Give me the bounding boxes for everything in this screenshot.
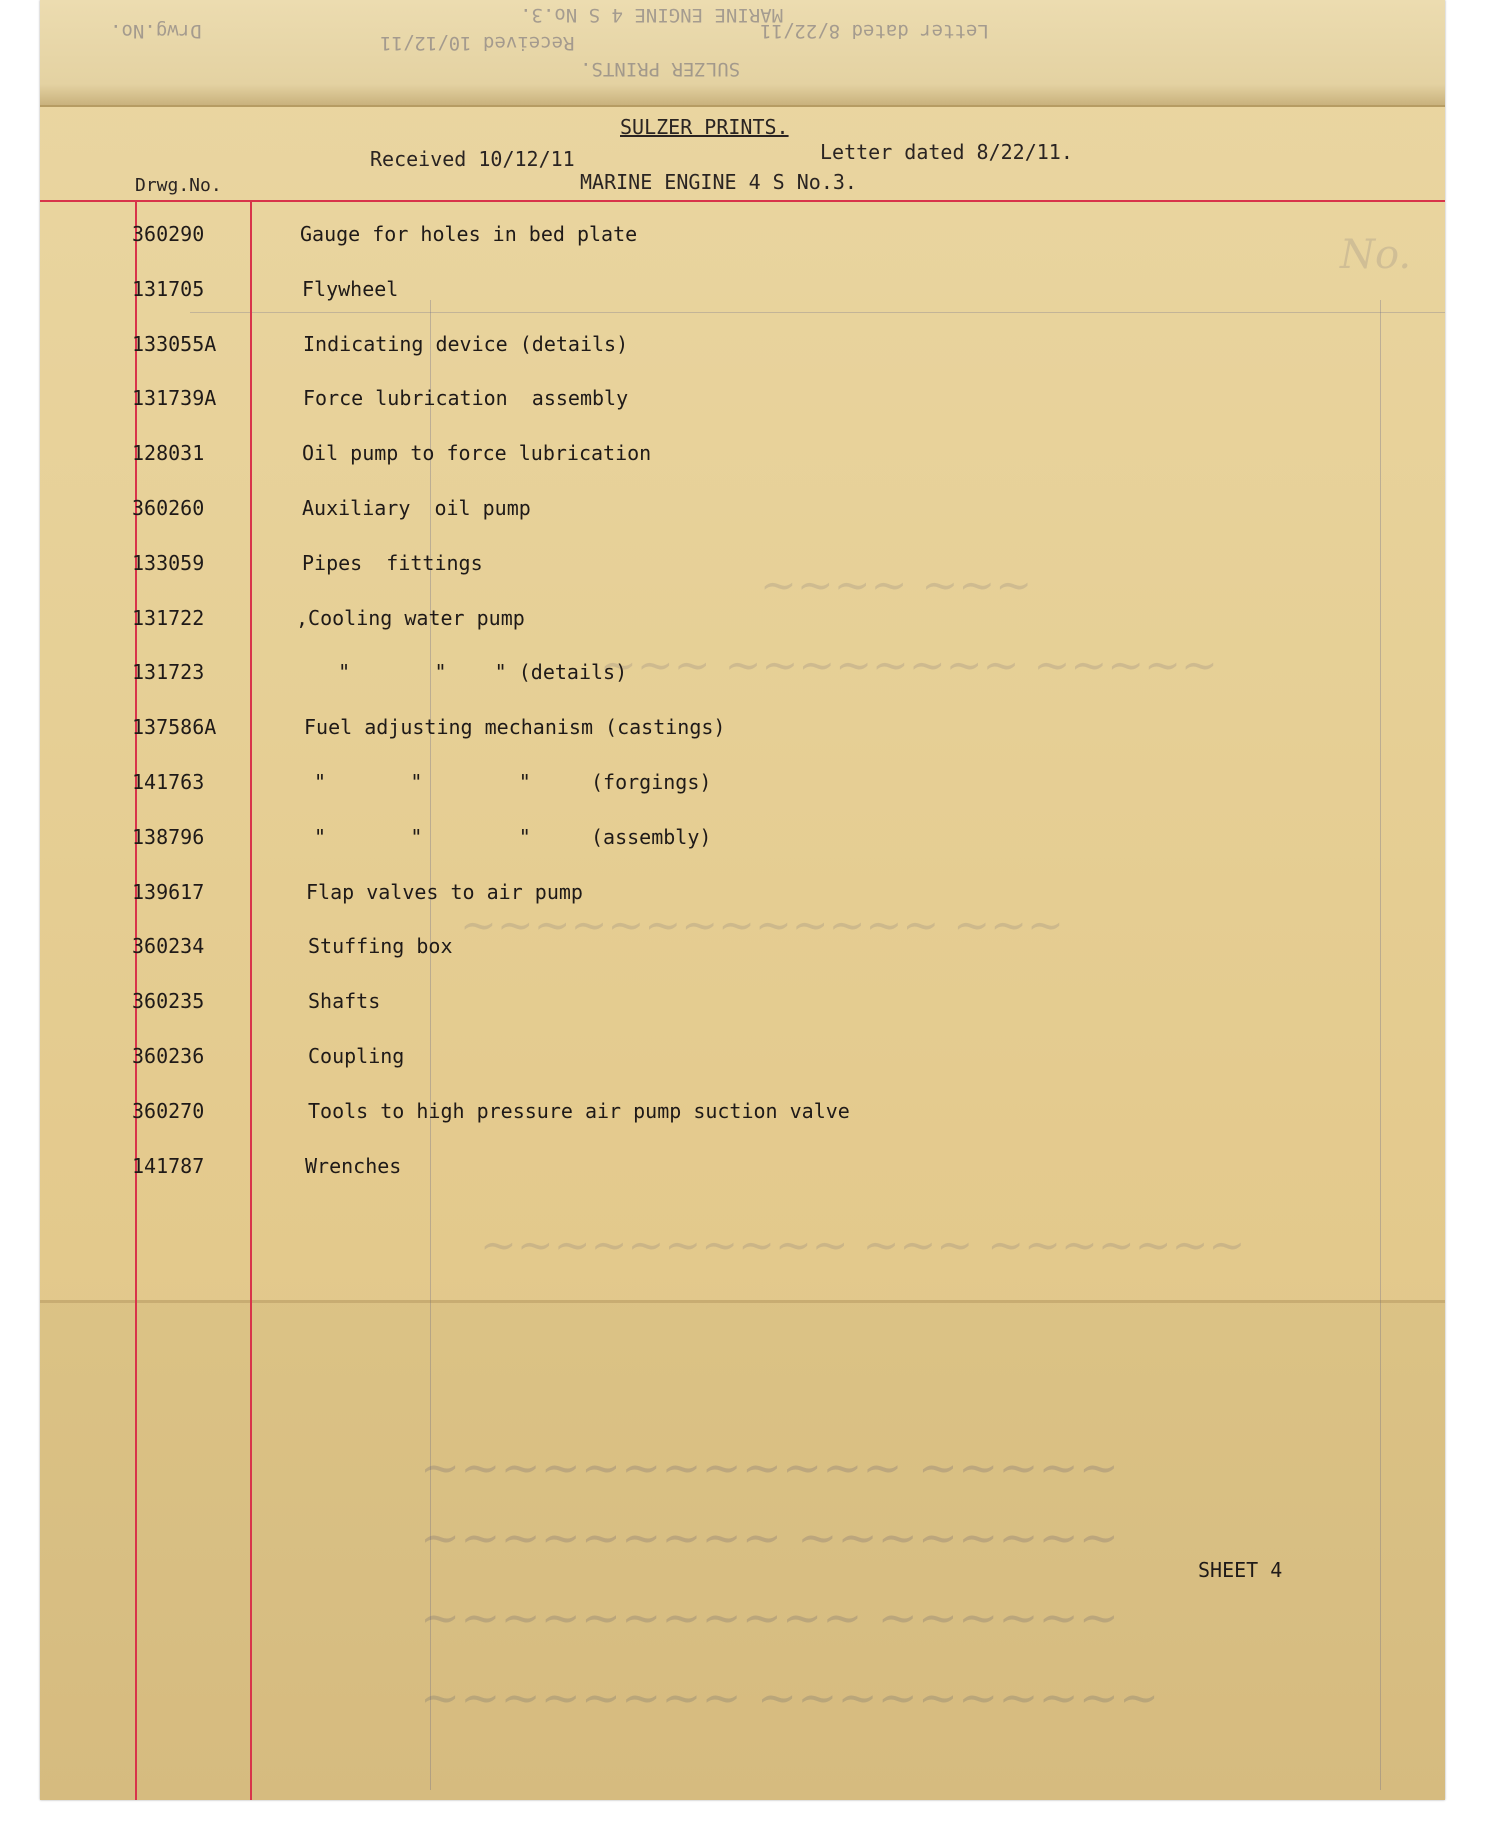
drawing-description: ,Cooling water pump <box>296 605 525 630</box>
drawing-number: 131723 <box>132 660 205 685</box>
drawing-description: Indicating device (details) <box>303 331 629 356</box>
drawing-number: 360234 <box>132 934 205 959</box>
ghost-text: No. <box>1340 232 1412 278</box>
table-row <box>40 606 1445 646</box>
drawing-description: Tools to high pressure air pump suction valve <box>308 1098 850 1123</box>
drawing-number: 133055A <box>132 331 217 356</box>
table-row <box>40 1154 1445 1194</box>
ghost-text: ~~~~~~~~~~~ ~~~~~~ <box>420 1590 1119 1646</box>
drawing-number: 360290 <box>132 222 205 246</box>
drawing-number: 139617 <box>132 879 205 904</box>
mirror-text: Received 10/12/11 <box>380 32 575 54</box>
drawing-description: Shafts <box>308 989 381 1014</box>
ghost-text: ~~~~~~~~~ ~~~~~~~~ <box>420 1510 1119 1566</box>
table-row <box>40 1044 1445 1084</box>
drawing-description: Flap valves to air pump <box>306 879 583 904</box>
table-row <box>40 496 1445 536</box>
drawing-description: Gauge for holes in bed plate <box>300 222 638 246</box>
drawing-number: 141763 <box>132 770 205 794</box>
table-row <box>40 934 1445 974</box>
table-row <box>40 386 1445 426</box>
letter-date: Letter dated 8/22/11. <box>820 140 1073 164</box>
engine-designation: MARINE ENGINE 4 S No.3. <box>580 170 857 194</box>
drawing-number: 360235 <box>132 989 205 1014</box>
drawing-description: Flywheel <box>302 276 399 301</box>
mirror-text: Drwg.No. <box>110 20 202 42</box>
table-row <box>40 277 1445 317</box>
table-row <box>40 441 1445 481</box>
drawing-number: 137586A <box>132 715 217 740</box>
drawing-number: 131705 <box>132 276 205 301</box>
ghost-text: ~~~~~~~~~~~~ ~~~~~ <box>420 1440 1119 1496</box>
drawing-number: 133059 <box>132 550 205 575</box>
table-row <box>40 1099 1445 1139</box>
drawing-number: 138796 <box>132 824 205 849</box>
mirror-text: SULZER PRINTS. <box>580 58 741 80</box>
drawing-description: " " " (details) <box>302 660 628 685</box>
drawing-description: Force lubrication assembly <box>303 386 629 411</box>
table-row <box>40 715 1445 755</box>
drawing-description: " " " (assembly) <box>302 824 712 849</box>
mirror-text: MARINE ENGINE 4 S No.3. <box>520 4 784 26</box>
drawing-description: Oil pump to force lubrication <box>302 441 652 466</box>
sheet-number: SHEET 4 <box>1198 1558 1283 1582</box>
drawing-number: 128031 <box>132 441 205 466</box>
column-label-drawing-no: Drwg.No. <box>135 175 222 196</box>
received-date: Received 10/12/11 <box>370 147 575 171</box>
table-row <box>40 332 1445 372</box>
ghost-text: ~~~~ ~~~ <box>760 560 1033 611</box>
table-row <box>40 989 1445 1029</box>
table-row <box>40 825 1445 865</box>
drawing-description: Fuel adjusting mechanism (castings) <box>304 715 726 740</box>
drawing-description: Auxiliary oil pump <box>302 496 531 520</box>
drawing-number: 360260 <box>132 496 205 520</box>
document-sheet <box>40 0 1445 1800</box>
ghost-text: ~~~~~~~~~~ ~~~ ~~~~~~~ <box>480 1220 1246 1271</box>
drawing-description: Pipes fittings <box>302 550 483 575</box>
drawing-description: Wrenches <box>305 1153 402 1178</box>
folded-top-flap <box>40 0 1445 107</box>
document-title: SULZER PRINTS. <box>620 115 789 139</box>
drawing-number: 360236 <box>132 1044 205 1068</box>
ghost-text: ~~~~~~~~ ~~~~~~~~~~ <box>420 1670 1160 1726</box>
table-row <box>40 770 1445 810</box>
drawing-number: 131739A <box>132 386 217 411</box>
drawing-number: 131722 <box>132 605 205 630</box>
ghost-text: ~~~ ~~~~~~~~ ~~~~~ <box>600 640 1218 691</box>
table-row <box>40 551 1445 591</box>
drawing-description: Coupling <box>308 1044 405 1068</box>
table-row <box>40 660 1445 700</box>
drawing-number: 360270 <box>132 1098 205 1123</box>
table-row <box>40 222 1445 262</box>
ghost-text: ~~~~~~~~~~~~~ ~~~ <box>460 900 1064 951</box>
table-row <box>40 880 1445 920</box>
drawing-description: Stuffing box <box>308 934 453 959</box>
mirror-text: Letter dated 8/22/11 <box>760 20 989 42</box>
drawing-number: 141787 <box>132 1153 205 1178</box>
drawing-description: " " " (forgings) <box>302 770 712 794</box>
